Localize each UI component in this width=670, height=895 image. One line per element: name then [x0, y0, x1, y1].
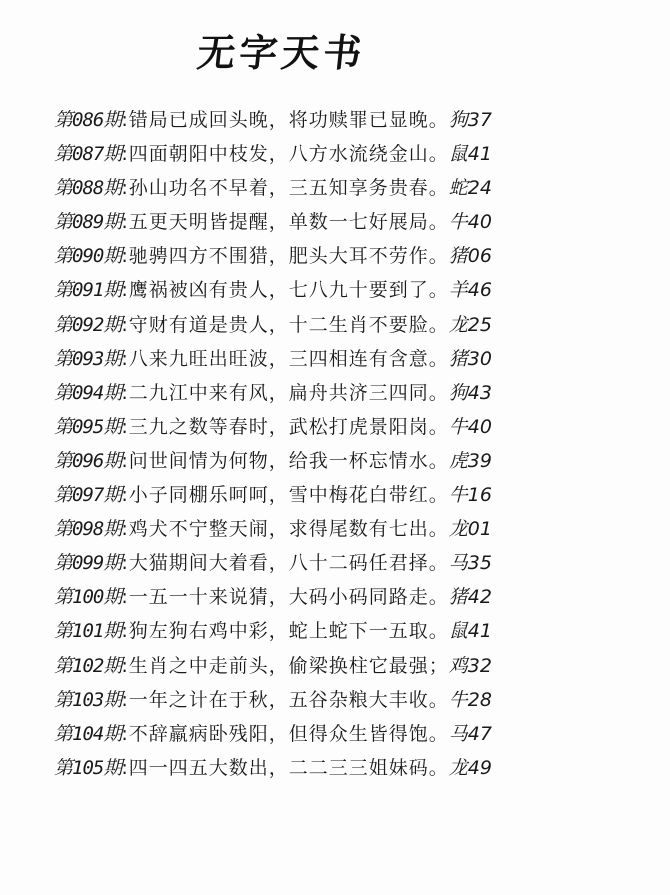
answer-value: 猪42 [448, 586, 492, 609]
issue-number: 第099期 [54, 552, 122, 575]
issue-number: 第102期 [54, 654, 122, 677]
verse-text: :八来九旺出旺波，三四相连有含意。 [121, 347, 449, 370]
list-item [54, 103, 664, 137]
list-item [54, 649, 664, 683]
answer-value: 羊46 [448, 279, 492, 302]
page-title: 无字天书 [195, 30, 368, 75]
issue-number: 第089期 [54, 211, 122, 234]
verse-text: :驰骋四方不围猎，肥头大耳不劳作。 [121, 245, 449, 268]
answer-value: 鼠41 [448, 143, 492, 166]
answer-value: 狗43 [448, 381, 492, 404]
verse-text: :三九之数等春时，武松打虎景阳岗。 [121, 415, 449, 438]
issue-number: 第094期 [54, 381, 122, 404]
list-item [54, 137, 664, 171]
verse-text: :错局已成回头晚，将功赎罪已显晚。 [121, 109, 449, 131]
answer-value: 牛40 [448, 415, 492, 438]
list-item [54, 376, 664, 410]
list-item [54, 683, 664, 717]
issue-number: 第092期 [54, 313, 122, 336]
answer-value: 马47 [448, 722, 492, 745]
issue-number: 第098期 [54, 518, 122, 541]
list-item [54, 171, 664, 205]
verse-text: :守财有道是贵人，十二生肖不要脸。 [121, 313, 449, 336]
list-item [54, 273, 664, 307]
verse-text: :四一四五大数出，二二三三姐妹码。 [121, 756, 449, 779]
answer-value: 牛40 [448, 211, 492, 234]
list-item [54, 205, 664, 239]
issue-number: 第087期 [54, 143, 122, 166]
issue-number: 第088期 [54, 177, 122, 200]
prediction-list [54, 103, 664, 785]
answer-value: 鼠41 [448, 620, 492, 643]
issue-number: 第091期 [54, 279, 122, 302]
issue-number: 第093期 [54, 347, 122, 370]
verse-text: :鹰祸被凶有贵人，七八九十要到了。 [121, 279, 449, 302]
list-item [54, 546, 664, 580]
verse-text: :鸡犬不宁整天闹，求得尾数有七出。 [121, 518, 449, 541]
list-item [54, 717, 664, 751]
list-item [54, 342, 664, 376]
answer-value: 龙49 [448, 756, 492, 779]
issue-number: 第104期 [54, 722, 122, 745]
list-item [54, 239, 664, 273]
verse-text: :四面朝阳中枝发，八方水流绕金山。 [121, 143, 449, 166]
answer-value: 虎39 [448, 449, 492, 472]
verse-text: :问世间情为何物，给我一杯忘情水。 [121, 449, 449, 472]
answer-value: 牛28 [448, 688, 492, 711]
issue-number: 第100期 [54, 586, 122, 609]
list-item [54, 512, 664, 546]
issue-number: 第097期 [54, 484, 122, 507]
answer-value: 猪06 [448, 245, 492, 268]
verse-text: :二九江中来有风，扁舟共济三四同。 [121, 381, 449, 404]
list-item [54, 410, 664, 444]
list-item [54, 614, 664, 648]
verse-text: :不辞羸病卧残阳，但得众生皆得饱。 [121, 722, 449, 745]
issue-number: 第105期 [54, 756, 122, 779]
verse-text: :一年之计在于秋，五谷杂粮大丰收。 [121, 688, 449, 711]
answer-value: 牛16 [448, 484, 492, 507]
issue-number: 第095期 [54, 415, 122, 438]
list-item [54, 308, 664, 342]
verse-text: :狗左狗右鸡中彩，蛇上蛇下一五取。 [121, 620, 449, 643]
list-item [54, 751, 664, 785]
answer-value: 龙25 [448, 313, 492, 336]
answer-value: 鸡32 [448, 654, 492, 677]
answer-value: 猪30 [448, 347, 492, 370]
verse-text: :大猫期间大着看，八十二码任君择。 [121, 552, 449, 575]
answer-value: 龙01 [448, 518, 492, 541]
issue-number: 第086期 [54, 109, 122, 131]
list-item [54, 444, 664, 478]
issue-number: 第103期 [54, 688, 122, 711]
answer-value: 马35 [448, 552, 492, 575]
verse-text: :小子同棚乐呵呵，雪中梅花白带红。 [121, 484, 449, 507]
list-item [54, 580, 664, 614]
verse-text: :一五一十来说猜，大码小码同路走。 [121, 586, 449, 609]
issue-number: 第096期 [54, 449, 122, 472]
answer-value: 蛇24 [448, 177, 492, 200]
verse-text: :孙山功名不早着，三五知享务贵春。 [121, 177, 449, 200]
list-item [54, 478, 664, 512]
verse-text: :五更天明皆提醒，单数一七好展局。 [121, 211, 449, 234]
verse-text: :生肖之中走前头，偷梁换柱它最强； [121, 654, 449, 677]
answer-value: 狗37 [448, 109, 492, 131]
issue-number: 第101期 [54, 620, 122, 643]
issue-number: 第090期 [54, 245, 122, 268]
